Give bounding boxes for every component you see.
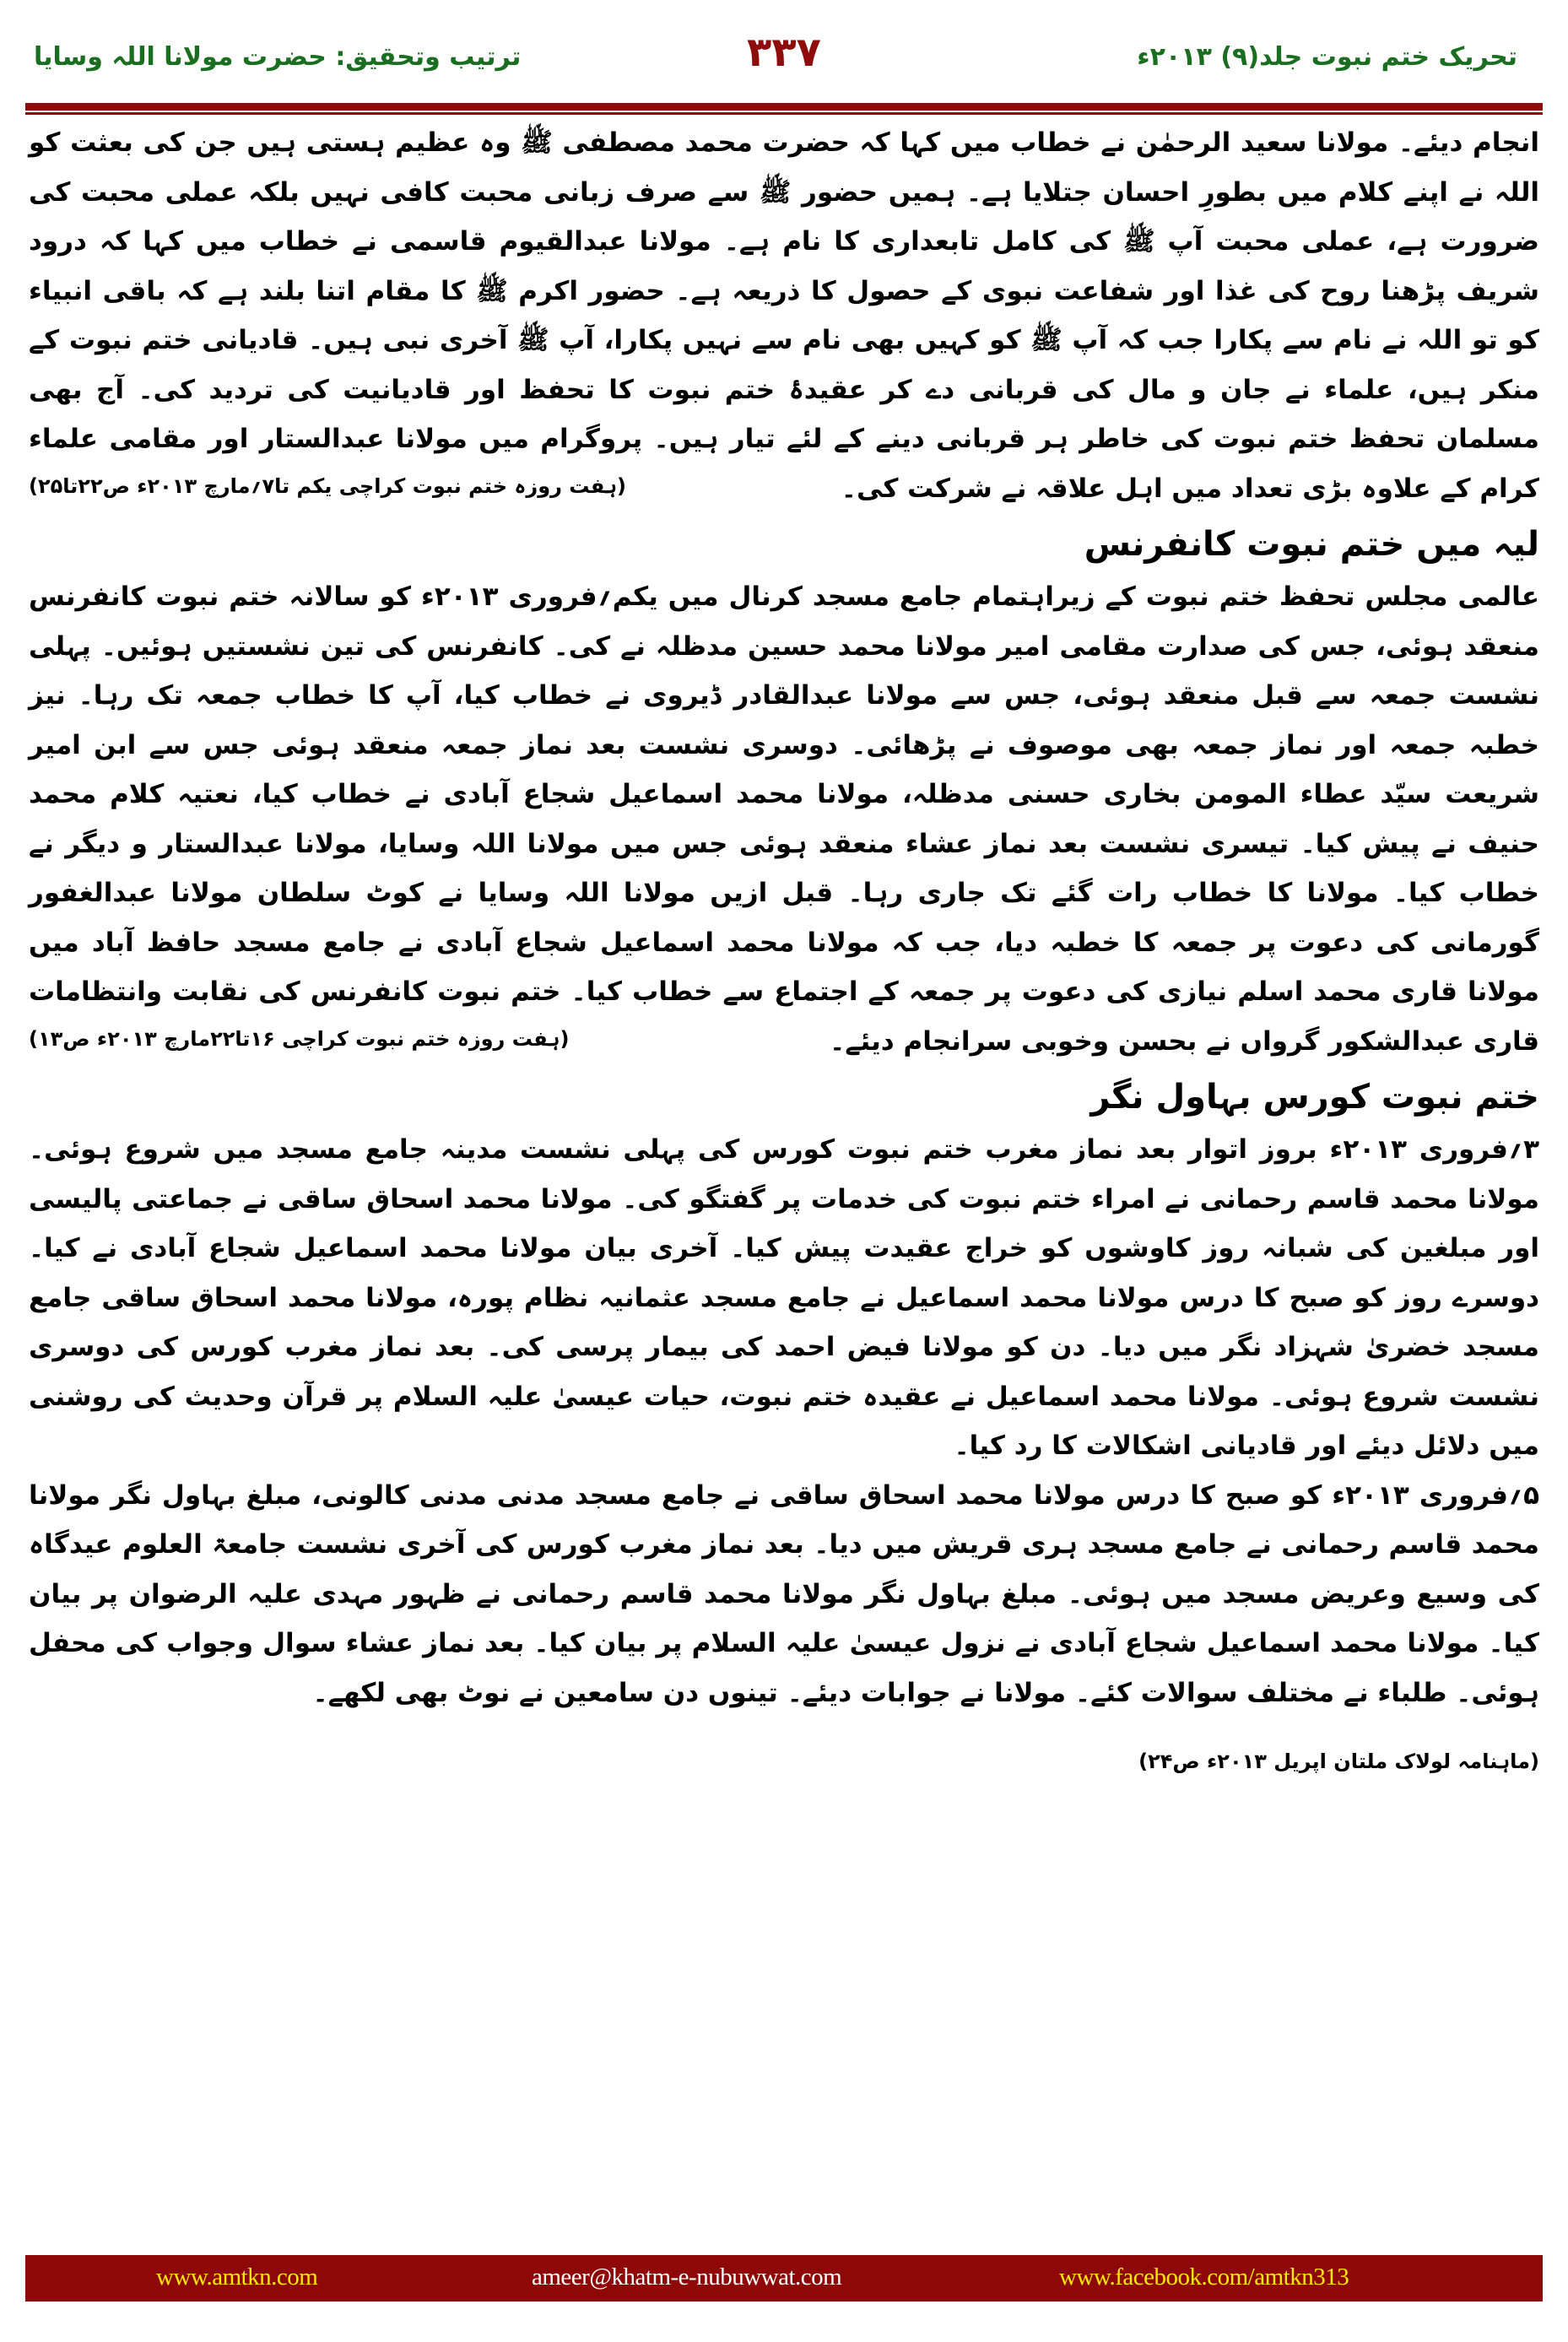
section-1	[29, 118, 1539, 513]
footer-email-link[interactable]: ameer@khatm-e-nubuwwat.com	[532, 2264, 842, 2291]
section-3	[29, 1069, 1539, 1773]
footer-website-link[interactable]: www.amtkn.com	[156, 2264, 318, 2291]
compiler-credit: ترتیب وتحقیق: حضرت مولانا اللہ وسایا	[34, 42, 522, 72]
book-title: تحریک ختم نبوت جلد(۹) ۲۰۱۳ء	[1137, 42, 1517, 72]
section-2-paragraph: عالمی مجلس تحفظ ختم نبوت کے زیراہتمام جامع مسجد کرنال میں یکم؍فروری ۲۰۱۳ء کو سالانہ ختم نبوت کانفرنس منعقد ہوئی، جس کی صدارت مقامی امیر مولانا محمد حسین مدظلہ نے کی۔ کانفرنس کی تین نشستیں ہوئیں۔ پہلی نشست جمعہ سے قبل منعقد ہوئی، جس سے مولانا عبدالقادر ڈیروی نے خطاب کیا، آپ کا خطاب جمعہ تک رہا۔ نیز خطبہ جمعہ اور نماز جمعہ بھی موصوف نے پڑھائی۔ دوسری نشست بعد نماز جمعہ منعقد ہوئی جس سے ابن امیر شریعت سیّد عطاء المومن بخاری حسنی مدظلہ، مولانا محمد اسماعیل شجاع آبادی نے خطاب کیا، نعتیہ کلام محمد حنیف نے پیش کیا۔ تیسری نشست بعد نماز عشاء منعقد ہوئی جس میں مولانا اللہ وسایا، مولانا عبدالستار و دیگر نے خطاب کیا۔ مولانا کا خطاب رات گئے تک جاری رہا۔ قبل ازیں مولانا اللہ وسایا نے کوٹ سلطان مولانا عبدالغفور گورمانی کی دعوت پر جمعہ کا خطبہ دیا، جب کہ مولانا محمد اسماعیل شجاع آبادی نے جامع مسجد حافظ آباد میں مولانا قاری محمد اسلم نیازی کی دعوت پر جمعہ کے اجتماع سے خطاب کیا۔ ختم نبوت کانفرنس کی نقابت وانتظامات قاری عبدالشکور گرواں نے بحسن وخوبی سرانجام دیئے۔	[29, 581, 1539, 1057]
header-rule-thin	[25, 112, 1543, 115]
section-1-paragraph: انجام دیئے۔ مولانا سعید الرحمٰن نے خطاب میں کہا کہ حضرت محمد مصطفی ﷺ وہ عظیم ہستی ہیں جن کی بعثت کو اللہ نے اپنے کلام میں بطورِ احسان جتلایا ہے۔ ہمیں حضور ﷺ سے صرف زبانی محبت کافی نہیں بلکہ عملی محبت کی ضرورت ہے، عملی محبت آپ ﷺ کی کامل تابعداری کا نام ہے۔ مولانا عبدالقیوم قاسمی نے خطاب میں کہا کہ درود شریف پڑھنا روح کی غذا اور شفاعت نبوی کے حصول کا ذریعہ ہے۔ حضور اکرم ﷺ کا مقام اتنا بلند ہے کہ باقی انبیاء کو تو اللہ نے نام سے پکارا جب کہ آپ ﷺ کو کہیں بھی نام سے نہیں پکارا، آپ ﷺ آخری نبی ہیں۔ قادیانی ختم نبوت کے منکر ہیں، علماء نے جان و مال کی قربانی دے کر عقیدۂ ختم نبوت کا تحفظ اور قادیانیت کی تردید کی۔ آج بھی مسلمان تحفظ ختم نبوت کی خاطر ہر قربانی دینے کے لئے تیار ہیں۔ پروگرام میں مولانا عبدالستار اور مقامی علماء کرام کے علاوہ بڑی تعداد میں اہل علاقہ نے شرکت کی۔	[29, 127, 1539, 504]
section-2	[29, 517, 1539, 1066]
article-body	[29, 118, 1539, 2228]
section-2-heading: لیہ میں ختم نبوت کانفرنس	[1084, 525, 1539, 564]
header-rule-thick	[25, 103, 1543, 111]
footer-facebook-link[interactable]: www.facebook.com/amtkn313	[1059, 2264, 1349, 2291]
source-citation-2: (ہفت روزہ ختم نبوت کراچی ۱۶تا۲۲مارچ ۲۰۱۳ء ص۱۳)	[29, 1027, 570, 1051]
citation-row-3	[29, 1750, 1539, 1773]
page-header	[25, 17, 1543, 101]
section-3-paragraph-1: ۳؍فروری ۲۰۱۳ء بروز اتوار بعد نماز مغرب ختم نبوت کورس کی پہلی نشست مدینہ جامع مسجد میں شروع ہوئی۔ مولانا محمد قاسم رحمانی نے امراء ختم نبوت کی خدمات پر گفتگو کی۔ مولانا محمد اسحاق ساقی نے جماعتی پالیسی اور مبلغین کی شبانہ روز کاوشوں کو خراج عقیدت پیش کیا۔ آخری بیان مولانا محمد اسماعیل شجاع آبادی نے کیا۔ دوسرے روز کو صبح کا درس مولانا محمد اسماعیل نے جامع مسجد عثمانیہ نظام پورہ، مولانا محمد اسحاق ساقی جامع مسجد خضریٰ شہزاد نگر میں دیا۔ دن کو مولانا فیض احمد کی بیمار پرسی کی۔ بعد نماز مغرب کورس کی دوسری نشست شروع ہوئی۔ مولانا محمد اسماعیل نے عقیدہ ختم نبوت، حیات عیسیٰ علیہ السلام پر قرآن وحدیث کی روشنی میں دلائل دیئے اور قادیانی اشکالات کا رد کیا۔	[29, 1134, 1539, 1461]
section-3-heading: ختم نبوت کورس بہاول نگر	[1090, 1078, 1539, 1117]
source-citation-3: (ماہنامہ لولاک ملتان اپریل ۲۰۱۳ء ص۲۴)	[1138, 1750, 1539, 1773]
source-citation-1: (ہفت روزہ ختم نبوت کراچی یکم تا۷؍مارچ ۲۰۱۳ء ص۲۲تا۲۵)	[29, 474, 627, 498]
section-3-paragraph-2: ۵؍فروری ۲۰۱۳ء کو صبح کا درس مولانا محمد اسحاق ساقی نے جامع مسجد مدنی مدنی کالونی، مبلغ بہاول نگر مولانا محمد قاسم رحمانی نے جامع مسجد ہری قریش میں دیا۔ بعد نماز مغرب کورس کی آخری نشست جامعۃ العلوم عیدگاہ کی وسیع وعریض مسجد میں ہوئی۔ مبلغ بہاول نگر مولانا محمد قاسم رحمانی نے ظہور مہدی علیہ الرضوان پر بیان کیا۔ مولانا محمد اسماعیل شجاع آبادی نے نزول عیسیٰ علیہ السلام پر بیان کیا۔ بعد نماز عشاء سوال وجواب کی محفل ہوئی۔ طلباء نے مختلف سوالات کئے۔ مولانا نے جوابات دیئے۔ تینوں دن سامعین نے نوٹ بھی لکھے۔	[29, 1479, 1539, 1708]
footer-bar	[25, 2255, 1543, 2301]
page-number: ۳۳۷	[747, 29, 821, 76]
